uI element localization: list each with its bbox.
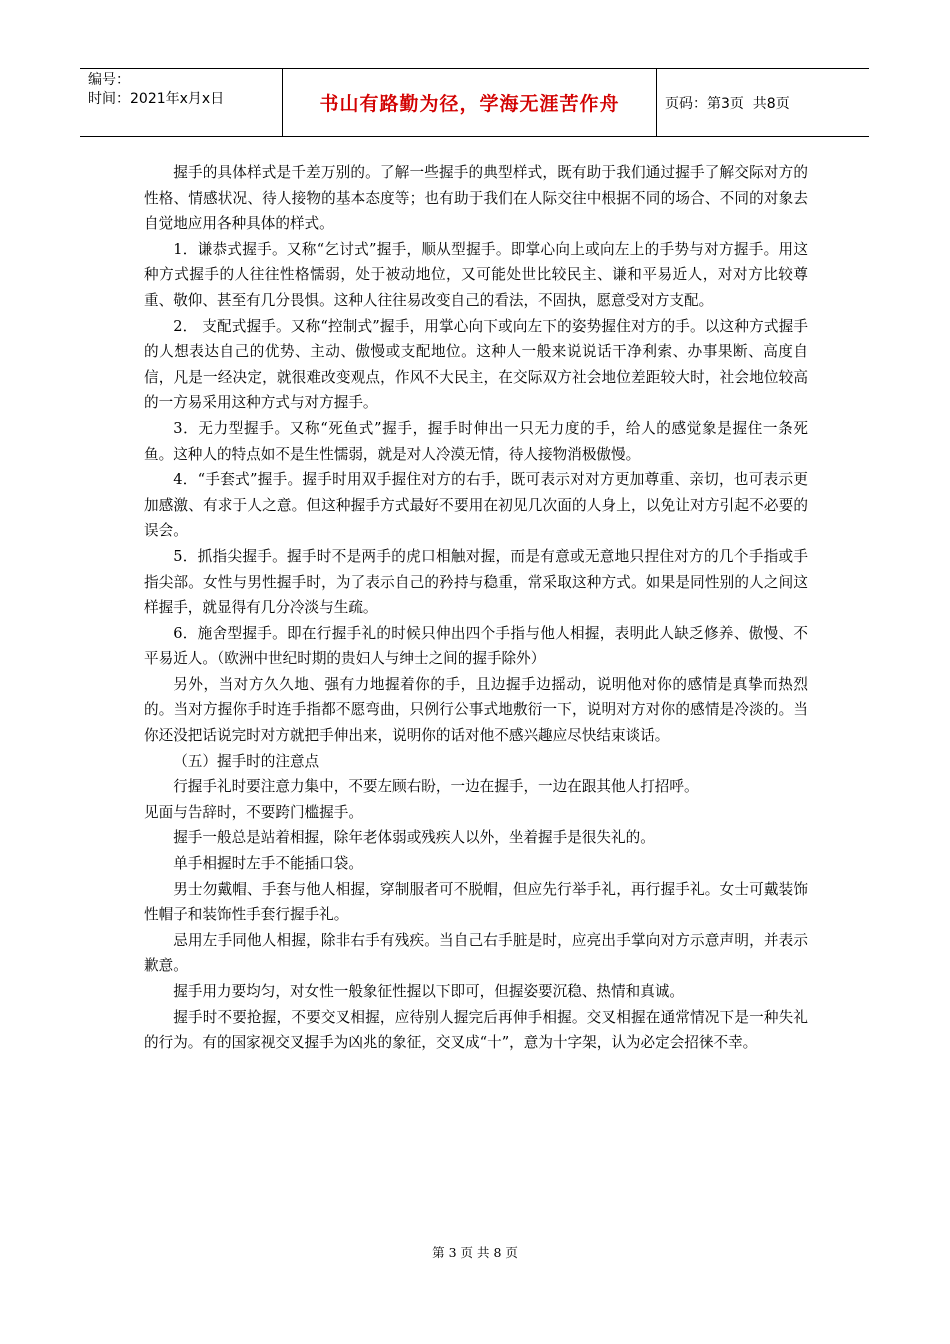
paragraph: 4．“手套式”握手。握手时用双手握住对方的右手，既可表示对对方更加尊重、亲切，也可表示更加感激、有求于人之意。但这种握手方式最好不要用在初见几次面的人身上，以免让对方引起不必要的误会。 <box>144 471 808 540</box>
footer-page-number: 第 3 页 共 8 页 <box>432 1245 518 1260</box>
page-header <box>80 68 869 137</box>
paragraph: 5．抓指尖握手。握手时不是两手的虎口相触对握，而是有意或无意地只捏住对方的几个手指或手指尖部。女性与男性握手时，为了表示自己的矜持与稳重，常采取这种方式。如果是同性别的人之间这样握手，就显得有几分冷淡与生疏。 <box>144 547 808 617</box>
header-motto: 书山有路勤为径，学海无涯苦作舟 <box>283 69 657 136</box>
paragraph: 1．谦恭式握手。又称“乞讨式”握手，顺从型握手。即掌心向上或向左上的手势与对方握手。用这种方式握手的人往往性格懦弱，处于被动地位，又可能处世比较民主、谦和平易近人，对对方比较尊重、敬仰、甚至有几分畏惧。这种人往往易改变自己的看法，不固执，愿意受对方支配。 <box>144 240 808 309</box>
doc-date: 时间：2021年x月x日 <box>88 91 225 107</box>
paragraph: 6．施舍型握手。即在行握手礼的时候只伸出四个手指与他人相握，表明此人缺乏修养、傲慢、不平易近人。（欧洲中世纪时期的贵妇人与绅士之间的握手除外） <box>144 624 808 668</box>
document-body <box>144 160 808 1056</box>
header-page-label: 页码：第3页 共8页 <box>665 95 790 112</box>
paragraph: 行握手礼时要注意力集中，不要左顾右盼，一边在握手，一边在跟其他人打招呼。 <box>173 778 699 796</box>
paragraph: 握手一般总是站着相握，除年老体弱或残疾人以外，坐着握手是很失礼的。 <box>173 829 655 847</box>
paragraph: 握手的具体样式是千差万别的。了解一些握手的典型样式，既有助于我们通过握手了解交际对方的性格、情感状况、待人接物的基本态度等；也有助于我们在人际交往中根据不同的场合、不同的对象去自觉地应用各种具体的样式。 <box>144 164 808 233</box>
doc-code-label: 编号： <box>88 72 130 88</box>
paragraph: 另外，当对方久久地、强有力地握着你的手，且边握手边摇动，说明他对你的感情是真挚而热烈的。当对方握你手时连手指都不愿弯曲，只例行公事式地敷衍一下，说明对方对你的感情是冷淡的。当你还没把话说完时对方就把手伸出来，说明你的话对他不感兴趣应尽快结束谈话。 <box>144 675 808 745</box>
paragraph: 2． 支配式握手。又称“控制式”握手，用掌心向下或向左下的姿势握住对方的手。以这种方式握手的人想表达自己的优势、主动、傲慢或支配地位。这种人一般来说说话干净利索、办事果断、高度自信，凡是一经决定，就很难改变观点，作风不大民主，在交际双方社会地位差距较大时，社会地位较高的一方易采用这种方式与对方握手。 <box>144 317 808 412</box>
paragraph: 忌用左手同他人相握，除非右手有残疾。当自己右手脏是时，应亮出手掌向对方示意声明，并表示歉意。 <box>144 931 808 975</box>
header-meta <box>80 69 283 136</box>
paragraph: 3．无力型握手。又称“死鱼式”握手，握手时伸出一只无力度的手，给人的感觉象是握住一条死鱼。这种人的特点如不是生性懦弱，就是对人冷漠无情，待人接物消极傲慢。 <box>144 419 808 463</box>
paragraph: 男士勿戴帽、手套与他人相握，穿制服者可不脱帽，但应先行举手礼，再行握手礼。女士可戴装饰性帽子和装饰性手套行握手礼。 <box>144 880 808 924</box>
paragraph: 握手时不要抢握，不要交叉相握，应待别人握完后再伸手相握。交叉相握在通常情况下是一种失礼的行为。有的国家视交叉握手为凶兆的象征，交叉成“十”，意为十字架，认为必定会招徕不幸。 <box>144 1008 808 1052</box>
page-footer <box>0 1243 950 1261</box>
paragraph: 见面与告辞时，不要跨门槛握手。 <box>144 803 363 821</box>
section-heading: （五）握手时的注意点 <box>173 752 320 770</box>
paragraph: 单手相握时左手不能插口袋。 <box>173 855 363 873</box>
paragraph: 握手用力要均匀，对女性一般象征性握以下即可，但握姿要沉稳、热情和真诚。 <box>173 983 684 1000</box>
header-page-info <box>657 69 869 136</box>
